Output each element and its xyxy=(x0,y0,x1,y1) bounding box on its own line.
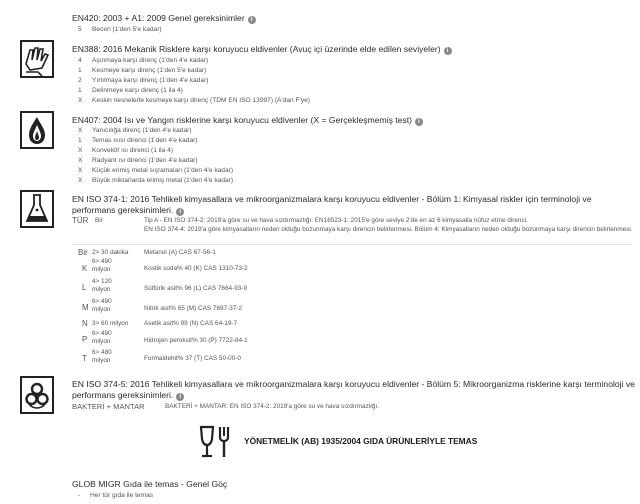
bullet: - xyxy=(78,492,81,499)
chem-code: N xyxy=(82,319,88,328)
chem-time: 6> 480 milyon xyxy=(92,330,112,345)
info-icon[interactable]: i xyxy=(248,16,256,24)
info-icon[interactable]: i xyxy=(176,393,184,401)
en407-title xyxy=(72,115,423,126)
row-value: X xyxy=(78,167,83,174)
row-value: 1 xyxy=(78,87,82,94)
row-value: 4 xyxy=(78,57,82,64)
chem-code: M xyxy=(82,303,89,312)
chem-name: Kostik soda% 40 (K) CAS 1310-73-2 xyxy=(144,265,248,272)
type-label: TÜR xyxy=(72,216,89,225)
chem-name: Hidrojen peroksit% 30 (P) 7722-84-1 xyxy=(144,337,248,344)
en388-title xyxy=(72,44,452,55)
type-value: Bir xyxy=(95,217,103,224)
row-value: X xyxy=(78,147,83,154)
en374-1-title-text: EN ISO 374-1: 2016 Tehlikeli kimyasallara ve mikroorganizmalara karşı koruyucu eldivenler - Bölüm 1: Kimyasal riskler için terminoloji ve performans gereksinimleri. xyxy=(72,194,592,215)
info-icon[interactable]: i xyxy=(415,118,423,126)
chem-code: L xyxy=(82,283,87,292)
chem-name: Sülfürik asit% 96 (L) CAS 7664-93-9 xyxy=(144,285,248,292)
type-description-line: EN ISO 374-4: 2019'a göre kimyasalların neden olduğu bozunmaya karşı direncin belirlenmesi. Bölüm 4: Kimyasalların neden olduğu bozunmaya karşı direncin belirlenmesi. xyxy=(144,226,633,233)
row-value: X xyxy=(78,177,83,184)
chem-code: K xyxy=(82,264,88,273)
chem-name: Nitrik asit% 65 (M) CAS 7697-37-2 xyxy=(144,305,243,312)
info-icon[interactable]: i xyxy=(444,47,452,55)
row-value: 1 xyxy=(78,67,82,74)
chem-time: 6> 480 milyon xyxy=(92,258,112,273)
food-contact-title: YÖNETMELİK (AB) 1935/2004 GIDA ÜRÜNLERİYLE TEMAS xyxy=(244,436,478,446)
glass-fork-icon xyxy=(198,425,234,459)
chem-code: P xyxy=(82,335,88,344)
biohazard-icon xyxy=(20,376,54,414)
row-label: Radyant ısı direnci (1'den 4'e kadar) xyxy=(92,157,198,164)
flame-icon xyxy=(20,111,54,149)
en374-5-title-text: EN ISO 374-5: 2016 Tehlikeli kimyasallara ve mikroorganizmalara karşı koruyucu eldivenler - Bölüm 5: Mikroorganizma risklerine karşı terminoloji ve performans gereksinimleri. xyxy=(72,379,635,400)
row-value: X xyxy=(78,97,83,104)
en420-title-text: EN420: 2003 + A1: 2009 Genel gereksinimler xyxy=(72,13,245,23)
en374-5-title xyxy=(72,379,637,401)
flask-icon xyxy=(20,190,54,228)
row-value: 2 xyxy=(78,77,82,84)
en407-title-text: EN407: 2004 Isı ve Yangın risklerine karşı koruyucu eldivenler (X = Gerçekleşmemiş test) xyxy=(72,115,412,125)
organism-label: BAKTERİ + MANTAR xyxy=(72,402,145,411)
info-icon[interactable]: i xyxy=(176,208,184,216)
row-label: Her tür gıda ile temas xyxy=(90,492,154,499)
row-label: Aşınmaya karşı direnç (1'den 4'e kadar) xyxy=(92,57,209,64)
chem-name: Asetik asit% 99 (N) CAS 64-19-7 xyxy=(144,320,238,327)
row-label: Yırtılmaya karşı direnç (1'den 4'e kadar) xyxy=(92,77,209,84)
chem-code: T xyxy=(82,354,87,363)
row-value: 1 xyxy=(78,137,82,144)
chem-time: 4> 120 milyon xyxy=(92,278,112,293)
row-value: 5 xyxy=(78,26,82,33)
type-description-line: Tip A - EN ISO 374-2: 2019'a göre su ve hava sızdırmazlığı. EN16523-1: 2015'e göre seviye 2'de en az 6 kimyasalla nüfuz etme direnci. xyxy=(144,217,528,224)
chem-name: Formaldehit% 37 (T) CAS 50-00-0 xyxy=(144,355,241,362)
en420-title xyxy=(72,13,256,24)
chem-time: 6> 480 milyon xyxy=(92,298,112,313)
row-label: Küçük erimiş metal sıçramaları (1'den 4'e kadar) xyxy=(92,167,234,174)
row-label: Büyük miktarlarda erimiş metal (1'den 4'e kadar) xyxy=(92,177,234,184)
chem-time: 3> 60 milyon xyxy=(92,320,129,327)
type-description xyxy=(144,217,634,234)
en374-1-title xyxy=(72,194,632,216)
row-label: Yanıcılığa direnç (1'den 4'e kadar) xyxy=(92,127,192,134)
row-label: Temas ısısı direnci (1'den 4'e kadar) xyxy=(92,137,198,144)
row-label: Delinmeye karşı direnç (1 ila 4) xyxy=(92,87,183,94)
row-label: Kesmeye karşı direnç (1'den 5'e kadar) xyxy=(92,67,207,74)
chem-time: 2> 30 dakika xyxy=(92,249,129,256)
chem-name: Metanol (A) CAS 67-56-1 xyxy=(144,249,216,256)
row-label: Konvektif ısı direnci (1 ila 4) xyxy=(92,147,173,154)
chem-code: Bir xyxy=(78,248,88,257)
row-label: Beceri (1'den 5'e kadar) xyxy=(92,26,162,33)
row-value: X xyxy=(78,157,83,164)
chem-time: 6> 480 milyon xyxy=(92,349,112,364)
gloves-hand-icon xyxy=(20,40,54,78)
row-value: X xyxy=(78,127,83,134)
divider xyxy=(72,244,632,245)
glob-migr-title: GLOB MIGR Gıda ile temas - Genel Göç xyxy=(72,479,228,489)
row-label: Keskin nesnelerle kesmeye karşı direnç (TDM EN ISO 13997) (A'dan F'ye) xyxy=(92,97,310,104)
en388-title-text: EN388: 2016 Mekanik Risklere karşı koruyucu eldivenler (Avuç içi üzerinde elde edilen seviyeler) xyxy=(72,44,441,54)
organism-description: BAKTERİ + MANTAR: EN ISO 374-2: 2019'a göre su ve hava sızdırmazlığı. xyxy=(165,403,380,410)
